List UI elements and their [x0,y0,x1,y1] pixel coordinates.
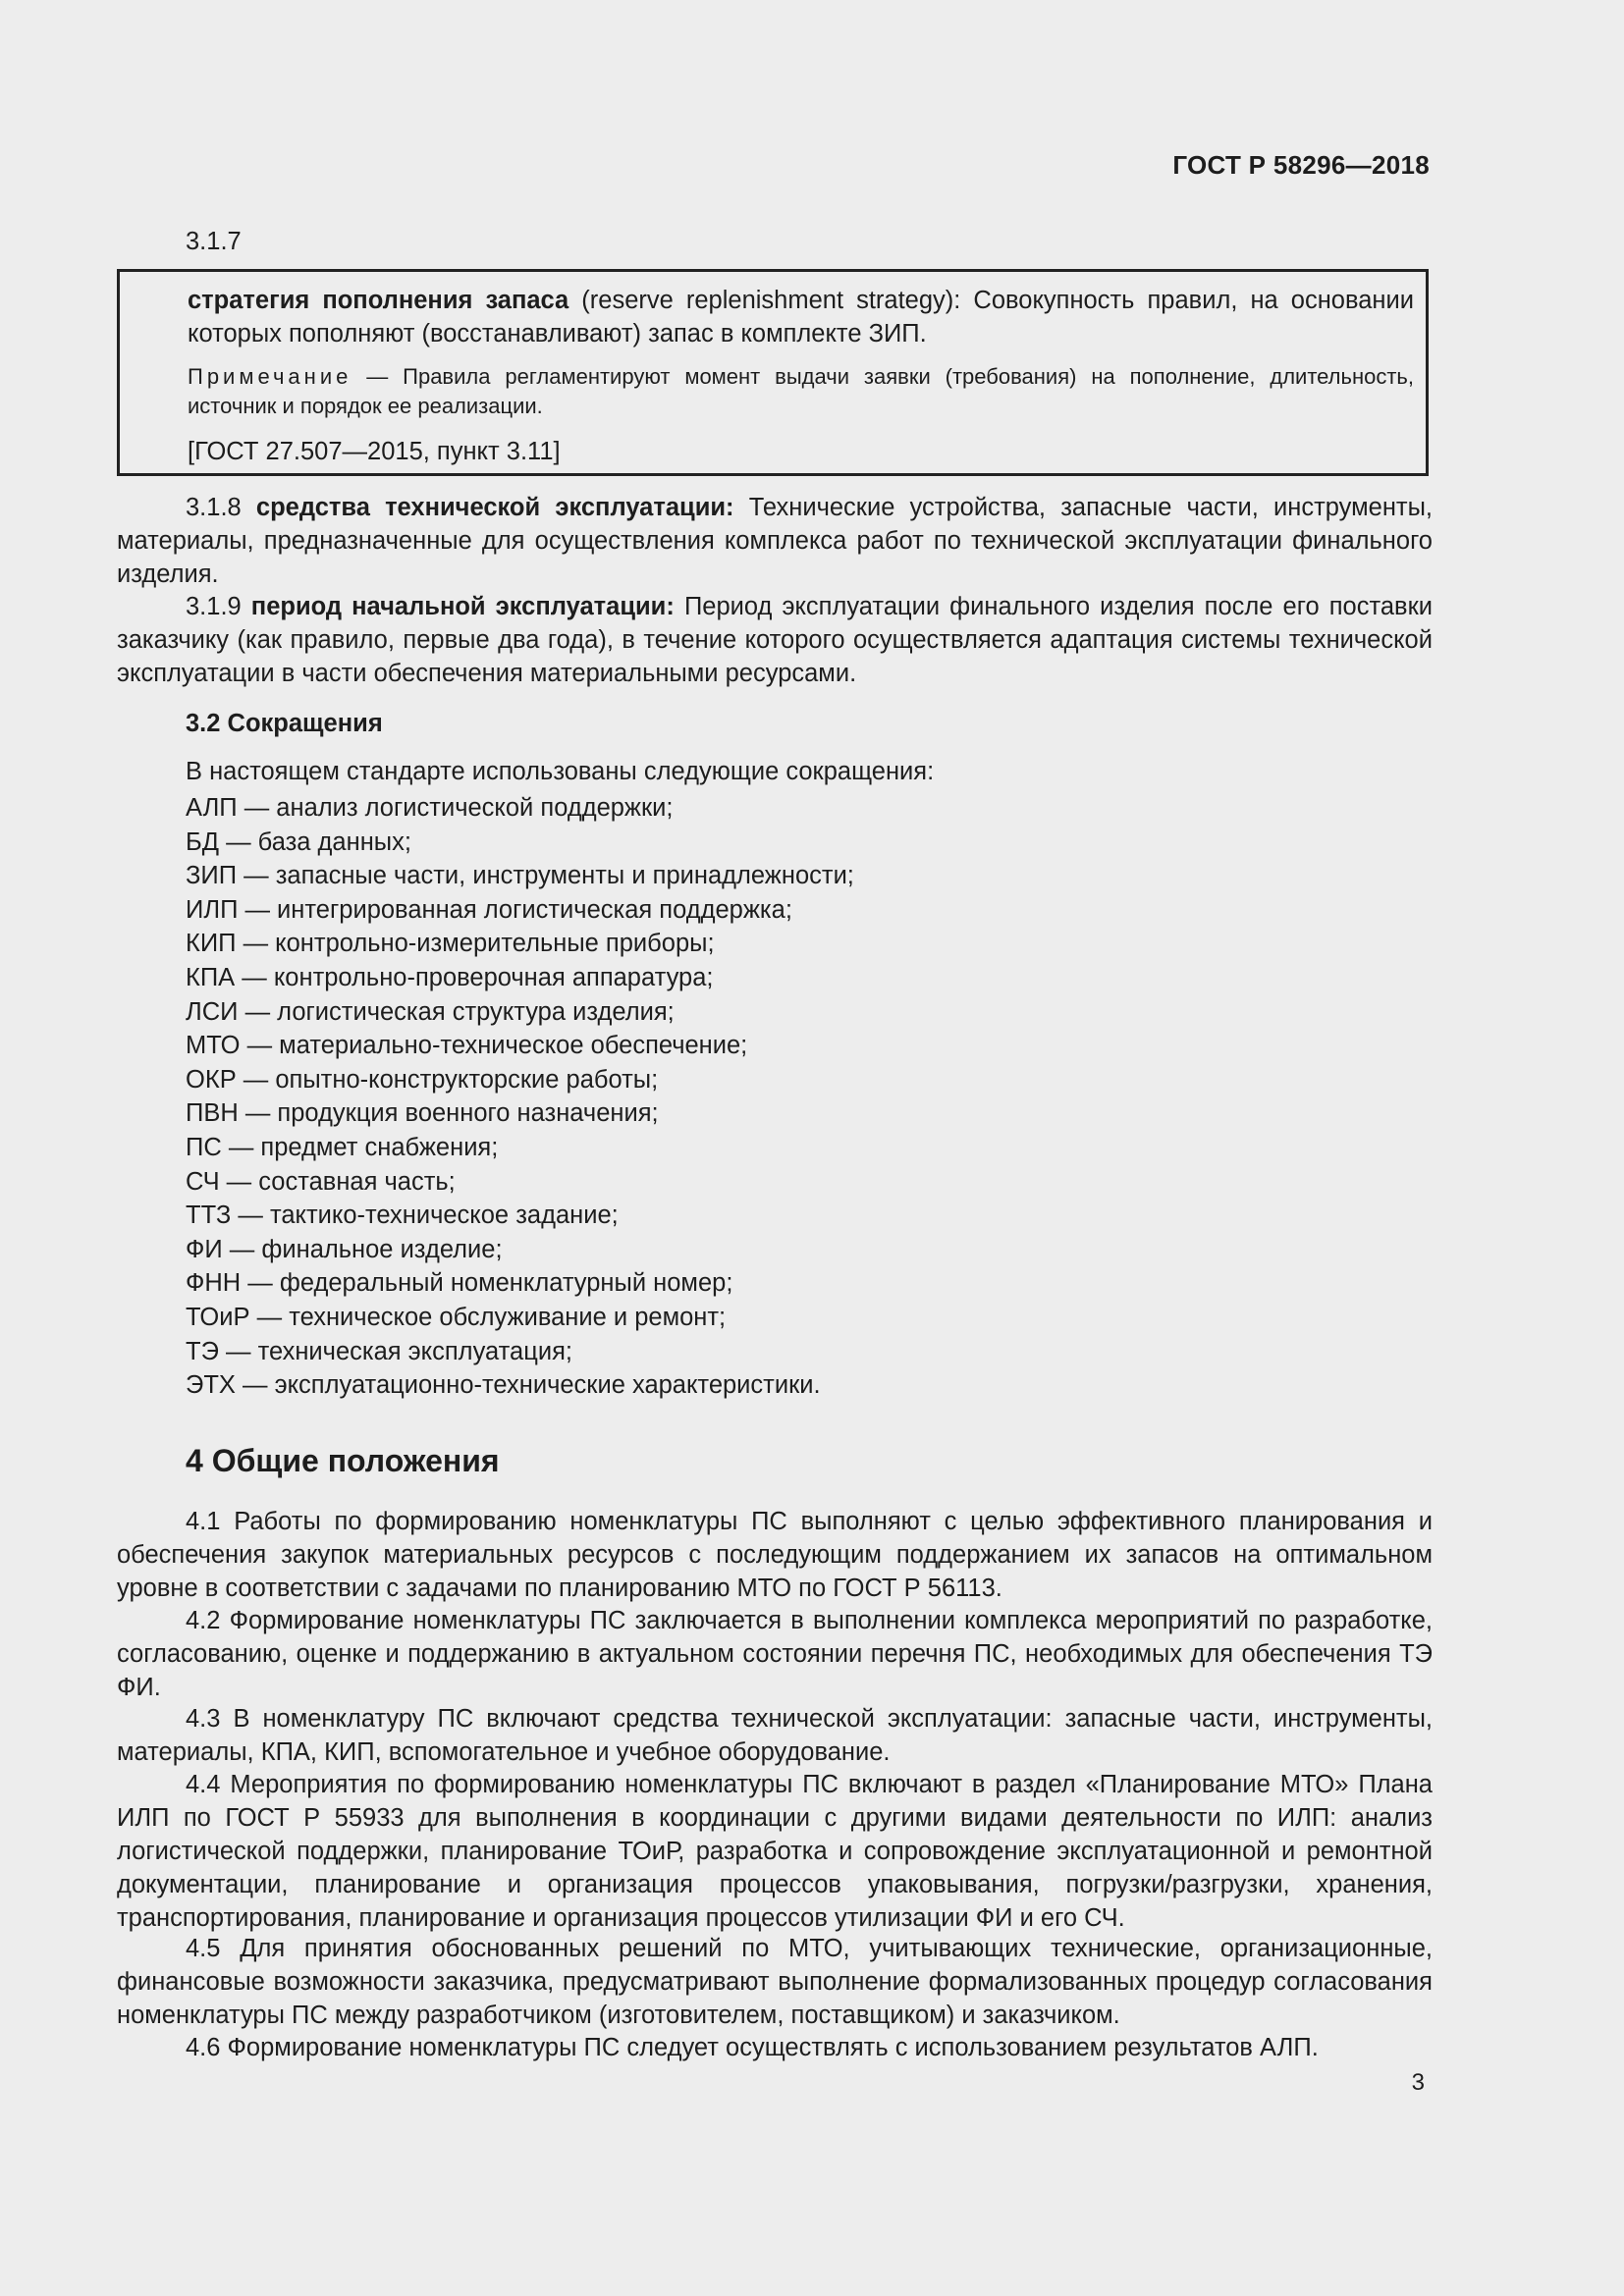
clause-3-1-9 [117,590,1433,690]
list-item: ФИ — финальное изделие; [186,1235,503,1263]
clause-number-3-1-7: 3.1.7 [186,228,242,255]
term-source: [ГОСТ 27.507—2015, пункт 3.11] [188,438,561,465]
page-number: 3 [1411,2069,1425,2096]
list-item: ОКР — опытно-конструкторские работы; [186,1065,659,1094]
paragraph-4-1: 4.1 Работы по формированию номенклатуры ПС выполняют с целью эффективного планирования и обеспечения закупок материальных ресурсов с последующим поддержанием их запасов на оптимальном уровне в соответствии с задачами по планированию МТО по ГОСТ Р 56113. [117,1508,1433,1602]
list-item: ЭТХ — эксплуатационно-технические характеристики. [186,1371,821,1400]
term-note [188,362,1414,421]
term-definition-box [117,269,1429,476]
abbreviations-list [186,791,854,1403]
clause-number: 3.1.9 [186,593,242,620]
list-item: ПС — предмет снабжения; [186,1133,499,1161]
abbreviations-intro: В настоящем стандарте использованы следующие сокращения: [186,758,935,785]
list-item: ТЭ — техническая эксплуатация; [186,1337,572,1365]
term-definition [188,284,1414,350]
list-item: ФНН — федеральный номенклатурный номер; [186,1269,733,1298]
note-text: — Правила регламентируют момент выдачи заявки (требования) на пополнение, длительность, источник и порядок ее реализации. [188,364,1414,418]
document-code: ГОСТ Р 58296—2018 [1172,150,1430,180]
list-item: ПВН — продукция военного назначения; [186,1099,659,1128]
term-title: период начальной эксплуатации: [250,593,675,620]
list-item: ТТЗ — тактико-техническое задание; [186,1201,619,1230]
clause-text: Технические устройства, запасные части, инструменты, материалы, предназначенные для осуществления комплекса работ по технической эксплуатации финального изделия. [117,494,1433,588]
section-heading-general: 4 Общие положения [186,1443,500,1478]
list-item: СЧ — составная часть; [186,1167,456,1196]
list-item: ИЛП — интегрированная логистическая поддержка; [186,895,792,924]
clause-text: Период эксплуатации финального изделия после его поставки заказчику (как правило, первые два года), в течение которого осуществляется адаптация системы технической эксплуатации в части обеспечения материальными ресурсами. [117,593,1433,687]
list-item: БД — база данных; [186,828,411,856]
paragraph-4-4: 4.4 Мероприятия по формированию номенклатуры ПС включают в раздел «Планирование МТО» Плана ИЛП по ГОСТ Р 55933 для выполнения в координации с другими видами деятельности по ИЛП: анализ логистической поддержки, планирование ТОиР, разработка и сопровождение эксплуатационной и ремонтной документации, планирование и организация процессов упаковывания, погрузки/разгрузки, хранения, транспортирования, планирование и организация процессов утилизации ФИ и его СЧ. [117,1771,1433,1932]
note-label: Примечание [188,364,352,389]
subsection-heading-abbreviations: 3.2 Сокращения [186,710,383,737]
list-item: МТО — материально-техническое обеспечение; [186,1032,748,1060]
list-item: КИП — контрольно-измерительные приборы; [186,930,715,958]
term-definition-text: (reserve replenishment strategy): Совокупность правил, на основании которых пополняют (восстанавливают) запас в комплекте ЗИП. [188,287,1415,347]
paragraph-4-6: 4.6 Формирование номенклатуры ПС следует осуществлять с использованием результатов АЛП. [186,2034,1319,2061]
term-title: стратегия пополнения запаса [188,287,569,314]
list-item: ТОиР — техническое обслуживание и ремонт; [186,1303,727,1331]
paragraph-4-3: 4.3 В номенклатуру ПС включают средства технической эксплуатации: запасные части, инструменты, материалы, КПА, КИП, вспомогательное и учебное оборудование. [117,1705,1433,1766]
list-item: ЛСИ — логистическая структура изделия; [186,997,675,1026]
term-title: средства технической эксплуатации: [255,494,734,521]
list-item: АЛП — анализ логистической поддержки; [186,794,674,822]
clause-3-1-8 [117,491,1433,591]
list-item: КПА — контрольно-проверочная аппаратура; [186,963,714,991]
clause-number: 3.1.8 [186,494,242,521]
paragraph-4-2: 4.2 Формирование номенклатуры ПС заключается в выполнении комплекса мероприятий по разработке, согласованию, оценке и поддержанию в актуальном состоянии перечня ПС, необходимых для обеспечения ТЭ ФИ. [117,1607,1433,1701]
list-item: ЗИП — запасные части, инструменты и принадлежности; [186,862,854,890]
paragraph-4-5: 4.5 Для принятия обоснованных решений по МТО, учитывающих технические, организационные, финансовые возможности заказчика, предусматривают выполнение формализованных процедур согласования номенклатуры ПС между разработчиком (изготовителем, поставщиком) и заказчиком. [117,1935,1433,2029]
